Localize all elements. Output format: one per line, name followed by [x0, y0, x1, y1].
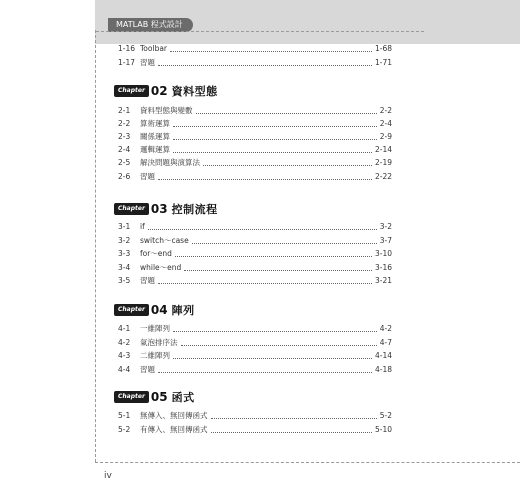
section-number: 4-3: [118, 351, 131, 360]
section-number: 4-1: [118, 324, 131, 333]
section-title: Toolbar: [140, 44, 168, 53]
section-page: 2-4: [379, 119, 392, 128]
section-number: 2-2: [118, 119, 131, 128]
chapter-number: 03: [150, 202, 168, 216]
toc-entry[interactable]: [118, 275, 392, 287]
section-title: 資料型態與變數: [140, 106, 193, 115]
section-number: 2-3: [118, 132, 131, 141]
header-tab: MATLAB 程式設計: [108, 18, 193, 32]
chapter-badge: Chapter: [114, 304, 149, 316]
section-number: 3-3: [118, 249, 131, 258]
toc-entry[interactable]: [118, 157, 392, 169]
chapter-badge: Chapter: [114, 391, 149, 403]
section-title: 解決問題與演算法: [140, 158, 200, 167]
section-title: 無傳入、無回傳函式: [140, 411, 208, 420]
dot-leader: [173, 138, 377, 140]
page-frame-left: [95, 30, 96, 462]
dot-leader: [196, 112, 377, 114]
chapter-heading: [114, 389, 195, 405]
section-page: 4-18: [374, 365, 392, 374]
dot-leader: [192, 242, 377, 244]
section-page: 3-21: [374, 276, 392, 285]
chapter-number: 05: [150, 390, 168, 404]
section-title: 邏輯運算: [140, 145, 170, 154]
toc-entry[interactable]: [118, 350, 392, 362]
toc-entry[interactable]: [118, 144, 392, 156]
section-page: 2-9: [379, 132, 392, 141]
section-number: 2-4: [118, 145, 131, 154]
chapter-title: 陣列: [171, 304, 195, 317]
section-title: 習題: [140, 276, 155, 285]
section-page: 4-2: [379, 324, 392, 333]
dot-leader: [181, 344, 377, 346]
dot-leader: [211, 417, 377, 419]
page-frame-bottom: [95, 462, 520, 463]
chapter-badge: Chapter: [114, 203, 149, 215]
dot-leader: [184, 269, 372, 271]
toc-entry[interactable]: [118, 410, 392, 422]
header-divider: [96, 31, 424, 32]
section-number: 3-5: [118, 276, 131, 285]
dot-leader: [175, 255, 372, 257]
toc-entry[interactable]: [118, 235, 392, 247]
dot-leader: [211, 431, 372, 433]
section-number: 5-1: [118, 411, 131, 420]
dot-leader: [203, 164, 372, 166]
dot-leader: [158, 178, 372, 180]
toc-entry[interactable]: [118, 337, 392, 349]
section-number: 3-2: [118, 236, 131, 245]
section-page: 1-71: [374, 58, 392, 67]
section-title: while～end: [140, 263, 182, 272]
chapter-heading: [114, 201, 218, 217]
toc-entry[interactable]: [118, 43, 392, 55]
section-title: 一維陣列: [140, 324, 170, 333]
section-number: 5-2: [118, 425, 131, 434]
section-page: 2-14: [374, 145, 392, 154]
section-page: 4-7: [379, 338, 392, 347]
section-number: 3-4: [118, 263, 131, 272]
section-number: 2-5: [118, 158, 131, 167]
dot-leader: [148, 228, 377, 230]
section-page: 2-19: [374, 158, 392, 167]
toc-entry[interactable]: [118, 248, 392, 260]
toc-entry[interactable]: [118, 424, 392, 436]
section-title: 習題: [140, 58, 155, 67]
section-number: 2-1: [118, 106, 131, 115]
chapter-number: 02: [150, 84, 168, 98]
section-page: 5-2: [379, 411, 392, 420]
section-title: 二維陣列: [140, 351, 170, 360]
section-title: 氣泡排序法: [140, 338, 178, 347]
dot-leader: [158, 282, 372, 284]
dot-leader: [158, 64, 372, 66]
chapter-title: 控制流程: [171, 203, 218, 216]
section-title: for～end: [140, 249, 172, 258]
page-number: iv: [104, 471, 112, 481]
section-title: switch～case: [140, 236, 189, 245]
section-title: 習題: [140, 172, 155, 181]
section-page: 1-68: [374, 44, 392, 53]
section-page: 2-22: [374, 172, 392, 181]
dot-leader: [173, 151, 372, 153]
section-page: 5-10: [374, 425, 392, 434]
toc-entry[interactable]: [118, 57, 392, 69]
chapter-badge: Chapter: [114, 85, 149, 97]
toc-entry[interactable]: [118, 131, 392, 143]
section-page: 3-2: [379, 222, 392, 231]
chapter-heading: [114, 83, 218, 99]
toc-entry[interactable]: [118, 118, 392, 130]
toc-entry[interactable]: [118, 364, 392, 376]
chapter-title: 函式: [171, 391, 195, 404]
toc-entry[interactable]: [118, 262, 392, 274]
section-number: 1-17: [118, 58, 136, 67]
chapter-number: 04: [150, 303, 168, 317]
section-page: 3-10: [374, 249, 392, 258]
section-number: 2-6: [118, 172, 131, 181]
section-page: 4-14: [374, 351, 392, 360]
section-title: if: [140, 222, 145, 231]
section-title: 有傳入、無回傳函式: [140, 425, 208, 434]
section-title: 算術運算: [140, 119, 170, 128]
section-page: 2-2: [379, 106, 392, 115]
dot-leader: [173, 125, 377, 127]
section-page: 3-16: [374, 263, 392, 272]
dot-leader: [170, 50, 372, 52]
dot-leader: [173, 357, 372, 359]
toc-entry[interactable]: [118, 221, 392, 233]
chapter-title: 資料型態: [171, 85, 218, 98]
toc-entry[interactable]: [118, 323, 392, 335]
chapter-heading: [114, 302, 195, 318]
section-title: 習題: [140, 365, 155, 374]
dot-leader: [173, 330, 377, 332]
section-number: 4-2: [118, 338, 131, 347]
section-page: 3-7: [379, 236, 392, 245]
toc-entry[interactable]: [118, 171, 392, 183]
section-number: 4-4: [118, 365, 131, 374]
section-title: 關係運算: [140, 132, 170, 141]
section-number: 1-16: [118, 44, 136, 53]
section-number: 3-1: [118, 222, 131, 231]
toc-entry[interactable]: [118, 105, 392, 117]
dot-leader: [158, 371, 372, 373]
